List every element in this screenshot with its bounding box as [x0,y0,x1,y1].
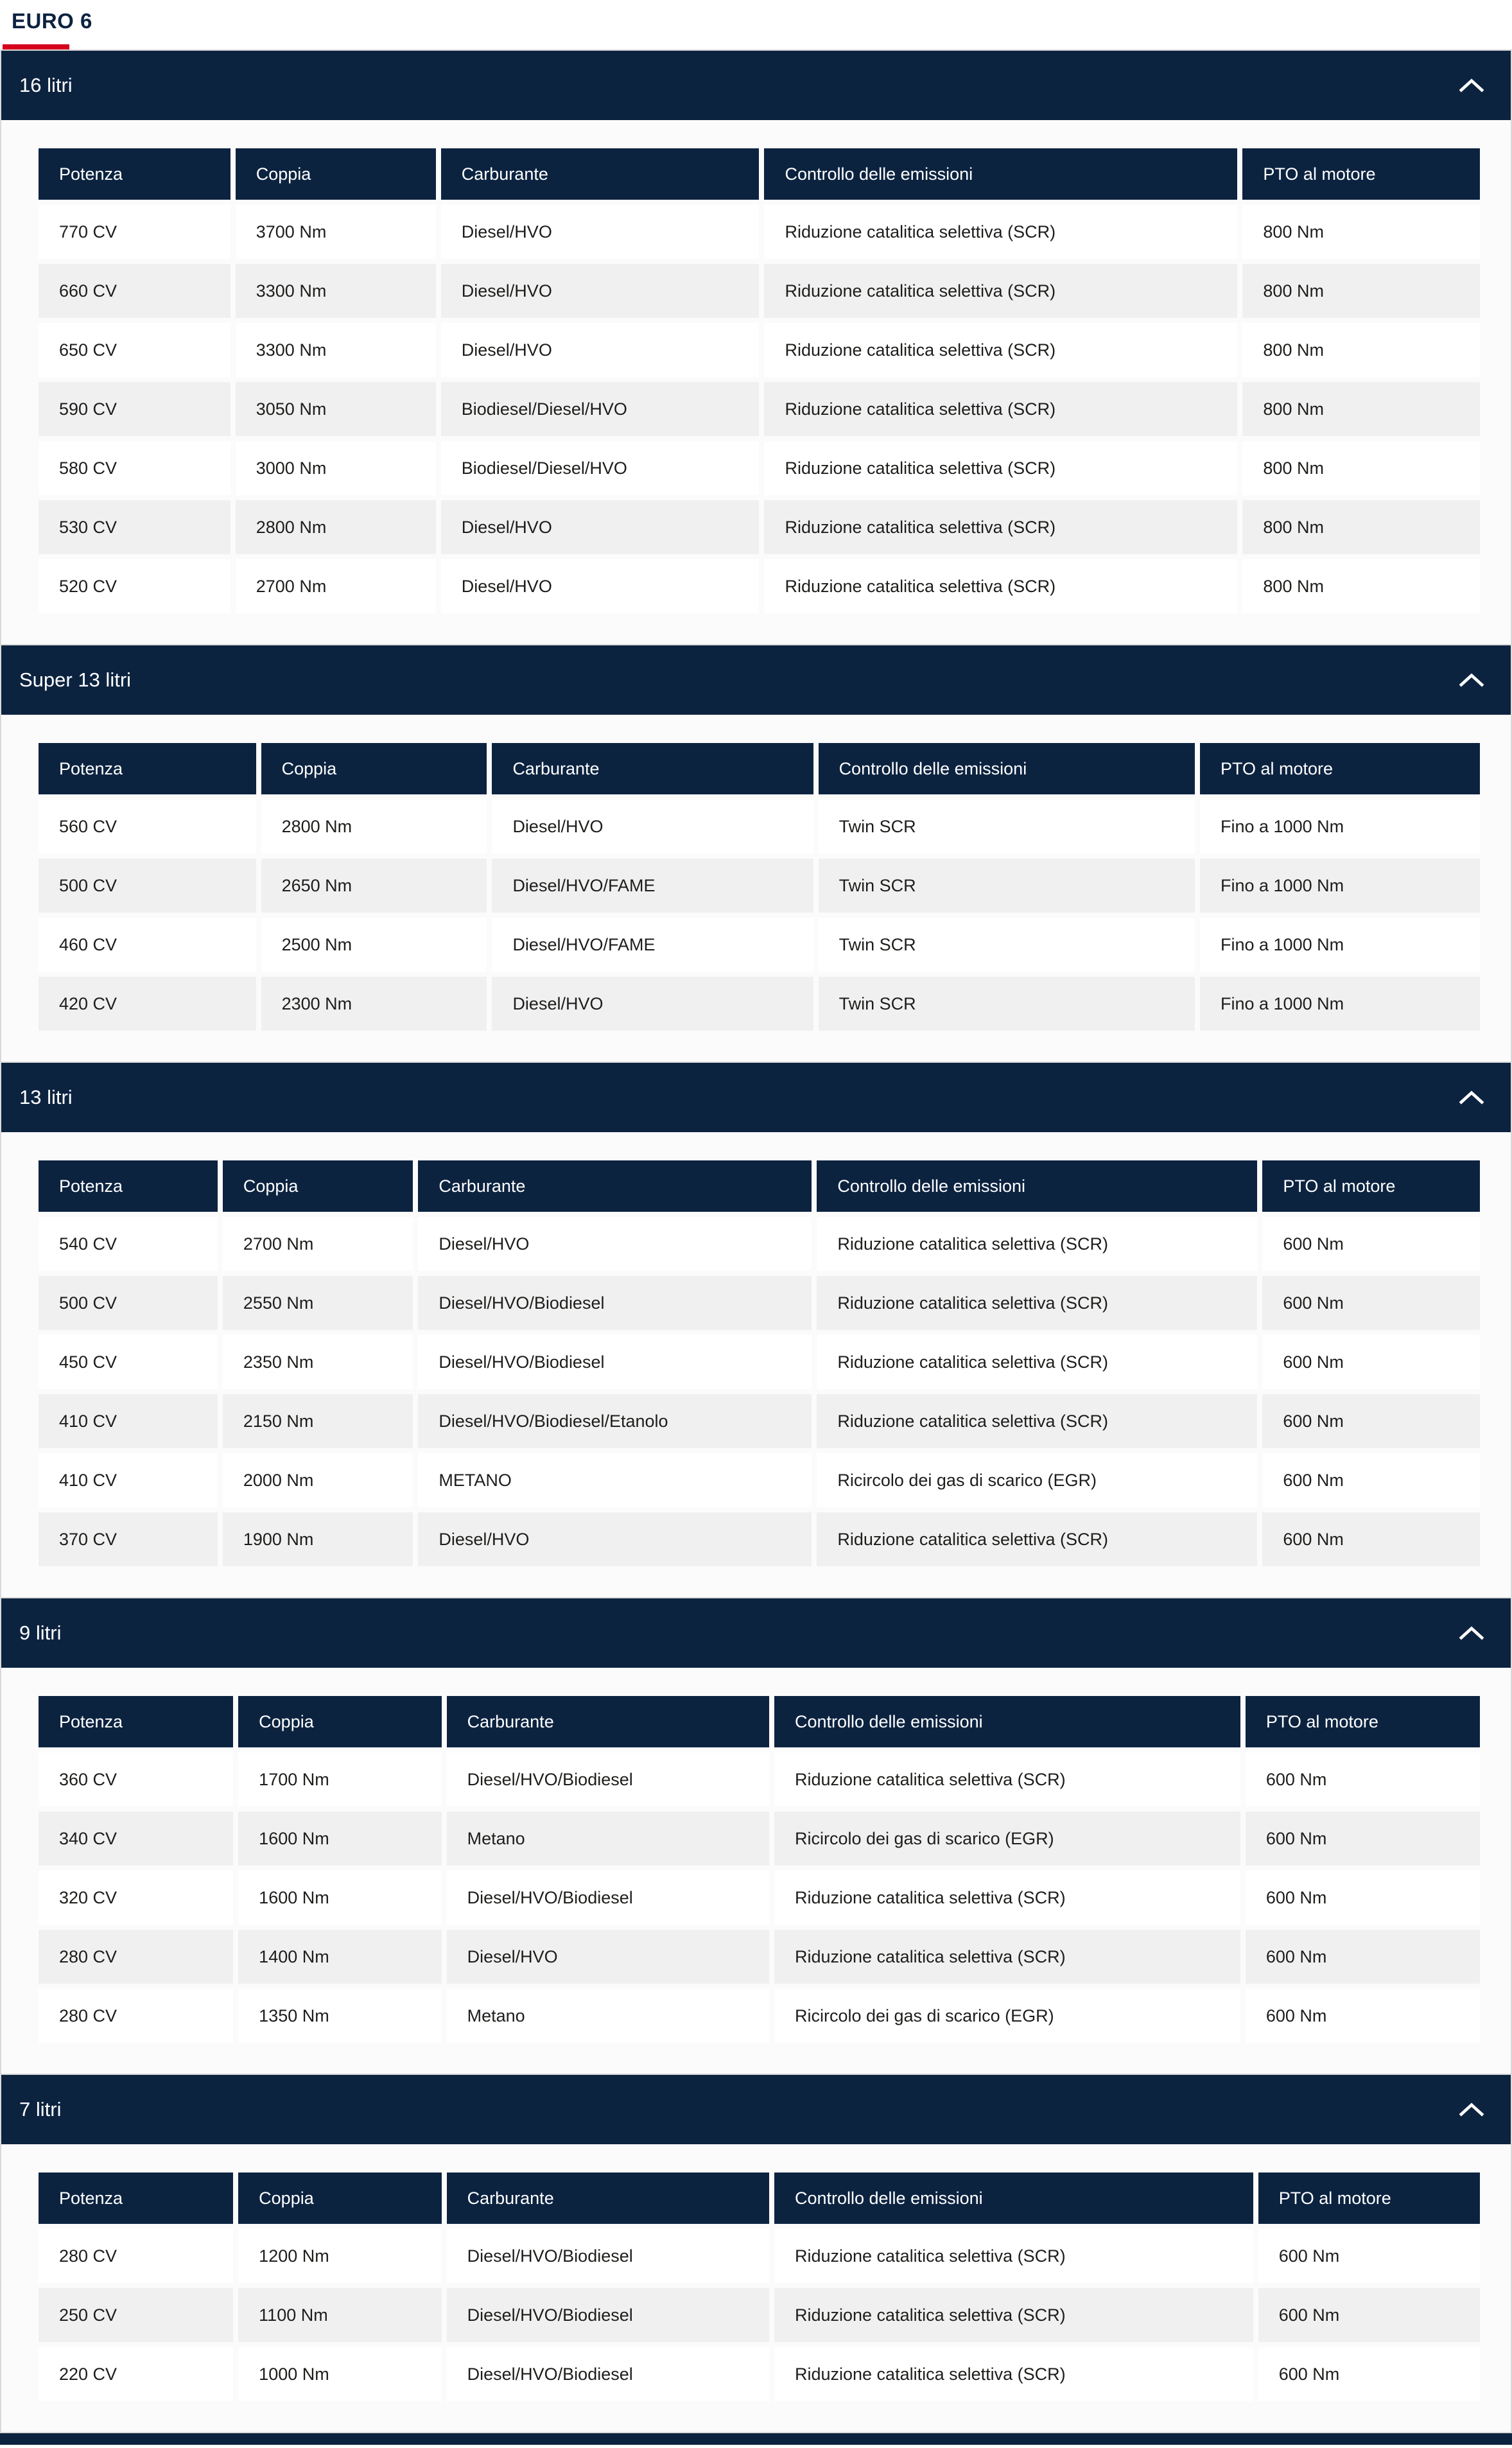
table-cell: 800 Nm [1242,441,1480,495]
table-cell: 460 CV [39,918,256,972]
table-cell: Diesel/HVO/Biodiesel [418,1335,812,1389]
table-cell: 2500 Nm [261,918,487,972]
section-header[interactable] [1,51,1511,120]
section-title: 9 litri [19,1622,62,1644]
section-content [1,1668,1511,2074]
table-cell: Riduzione catalitica selettiva (SCR) [774,2229,1253,2283]
column-header: Potenza [39,2173,233,2224]
table-cell: Riduzione catalitica selettiva (SCR) [817,1335,1257,1389]
table-cell: 450 CV [39,1335,218,1389]
table-cell: 600 Nm [1262,1335,1480,1389]
table-cell: 600 Nm [1246,1989,1480,2043]
section-header[interactable] [1,2075,1511,2144]
table-cell: Diesel/HVO [418,1512,812,1566]
chevron-up-icon[interactable] [1458,1090,1485,1105]
accordion [0,49,1512,2432]
table-cell: Riduzione catalitica selettiva (SCR) [774,1930,1240,1984]
table-cell: 600 Nm [1262,1453,1480,1507]
table-cell: 280 CV [39,2229,233,2283]
table-cell: 3000 Nm [236,441,436,495]
table-cell: Diesel/HVO [441,500,760,554]
chevron-up-icon[interactable] [1458,1626,1485,1641]
table-cell: 500 CV [39,1276,218,1330]
column-header: Carburante [447,1696,769,1747]
column-header: Coppia [261,743,487,794]
table-cell: 600 Nm [1246,1930,1480,1984]
chevron-up-icon[interactable] [1458,673,1485,688]
table-cell: Riduzione catalitica selettiva (SCR) [764,264,1237,318]
table-cell: 590 CV [39,382,230,436]
table-row [39,264,1480,318]
column-header: Controllo delle emissioni [819,743,1195,794]
table-cell: 420 CV [39,977,256,1031]
table-row [39,1394,1480,1448]
table-header-row [39,1696,1480,1747]
table-cell: Riduzione catalitica selettiva (SCR) [764,382,1237,436]
table-cell: 1350 Nm [238,1989,441,2043]
table-cell: 600 Nm [1262,1217,1480,1271]
column-header: Potenza [39,148,230,200]
table-cell: 3050 Nm [236,382,436,436]
table-cell: Twin SCR [819,800,1195,853]
table-cell: 520 CV [39,559,230,613]
spec-table [33,738,1485,1036]
table-cell: Diesel/HVO/Biodiesel [418,1276,812,1330]
table-cell: Diesel/HVO [492,977,813,1031]
table-cell: Riduzione catalitica selettiva (SCR) [817,1394,1257,1448]
table-cell: 600 Nm [1246,1812,1480,1866]
table-cell: Diesel/HVO [441,264,760,318]
section-title: 7 litri [19,2098,62,2120]
table-row [39,2229,1480,2283]
table-cell: 320 CV [39,1871,233,1925]
table-cell: 530 CV [39,500,230,554]
chevron-up-icon[interactable] [1458,78,1485,93]
table-cell: Diesel/HVO/Biodiesel [447,1753,769,1806]
column-header: PTO al motore [1242,148,1480,200]
table-header-row [39,148,1480,200]
table-row [39,2347,1480,2401]
table-cell: 3700 Nm [236,205,436,259]
table-cell: 360 CV [39,1753,233,1806]
table-row [39,1930,1480,1984]
table-row [39,1335,1480,1389]
section-title: Super 13 litri [19,669,132,691]
section-title: 16 litri [19,74,73,96]
table-cell: 500 CV [39,859,256,913]
table-cell: 600 Nm [1262,1394,1480,1448]
table-cell: 600 Nm [1258,2288,1480,2342]
table-row [39,1871,1480,1925]
table-cell: Diesel/HVO [418,1217,812,1271]
accordion-section [0,644,1512,1062]
table-cell: Fino a 1000 Nm [1200,977,1480,1031]
table-cell: Diesel/HVO [492,800,813,853]
table-header-row [39,1160,1480,1212]
table-cell: 800 Nm [1242,264,1480,318]
table-cell: Fino a 1000 Nm [1200,859,1480,913]
column-header: Controllo delle emissioni [774,2173,1253,2224]
table-cell: 800 Nm [1242,323,1480,377]
table-cell: 800 Nm [1242,500,1480,554]
table-cell: METANO [418,1453,812,1507]
spec-table [33,2167,1485,2406]
table-row [39,1453,1480,1507]
table-cell: 220 CV [39,2347,233,2401]
table-cell: Metano [447,1989,769,2043]
column-header: Coppia [238,2173,441,2224]
page-header [0,0,1512,49]
table-cell: 250 CV [39,2288,233,2342]
column-header: Potenza [39,743,256,794]
spec-table [33,143,1485,618]
table-cell: 650 CV [39,323,230,377]
table-cell: 1700 Nm [238,1753,441,1806]
table-row [39,205,1480,259]
column-header: Controllo delle emissioni [817,1160,1257,1212]
table-row [39,441,1480,495]
accordion-section [0,2074,1512,2432]
table-cell: Riduzione catalitica selettiva (SCR) [764,205,1237,259]
table-header-row [39,743,1480,794]
table-cell: 1000 Nm [238,2347,441,2401]
accordion-section [0,49,1512,644]
column-header: Carburante [447,2173,769,2224]
table-cell: Riduzione catalitica selettiva (SCR) [817,1512,1257,1566]
table-cell: Riduzione catalitica selettiva (SCR) [764,559,1237,613]
column-header: Controllo delle emissioni [764,148,1237,200]
table-cell: Twin SCR [819,918,1195,972]
table-cell: 410 CV [39,1394,218,1448]
spec-table [33,1155,1485,1571]
table-cell: Riduzione catalitica selettiva (SCR) [774,1753,1240,1806]
table-cell: Ricircolo dei gas di scarico (EGR) [774,1989,1240,2043]
table-cell: 3300 Nm [236,264,436,318]
accordion-section [0,1597,1512,2074]
section-content [1,2144,1511,2432]
table-cell: Riduzione catalitica selettiva (SCR) [817,1217,1257,1271]
table-cell: 2800 Nm [236,500,436,554]
table-cell: Fino a 1000 Nm [1200,918,1480,972]
next-section-header-partial[interactable] [0,2432,1512,2445]
column-header: Potenza [39,1696,233,1747]
table-cell: 2000 Nm [223,1453,413,1507]
table-cell: Diesel/HVO [441,205,760,259]
section-header[interactable] [1,1063,1511,1132]
table-cell: 2300 Nm [261,977,487,1031]
table-header-row [39,2173,1480,2224]
table-cell: 2350 Nm [223,1335,413,1389]
table-cell: Metano [447,1812,769,1866]
table-cell: 600 Nm [1246,1871,1480,1925]
column-header: Controllo delle emissioni [774,1696,1240,1747]
table-row [39,559,1480,613]
page-title: EURO 6 [12,9,92,33]
table-cell: Twin SCR [819,859,1195,913]
column-header: Coppia [236,148,436,200]
column-header: Carburante [441,148,760,200]
table-cell: 340 CV [39,1812,233,1866]
table-row [39,1753,1480,1806]
table-row [39,323,1480,377]
section-content [1,1132,1511,1597]
table-cell: Biodiesel/Diesel/HVO [441,382,760,436]
table-cell: 600 Nm [1258,2347,1480,2401]
table-cell: Riduzione catalitica selettiva (SCR) [774,2288,1253,2342]
table-cell: 2550 Nm [223,1276,413,1330]
table-cell: Twin SCR [819,977,1195,1031]
table-cell: Ricircolo dei gas di scarico (EGR) [774,1812,1240,1866]
column-header: PTO al motore [1258,2173,1480,2224]
table-row [39,500,1480,554]
table-cell: Riduzione catalitica selettiva (SCR) [764,500,1237,554]
table-cell: Diesel/HVO [441,559,760,613]
table-cell: 410 CV [39,1453,218,1507]
column-header: Coppia [238,1696,441,1747]
section-content [1,120,1511,644]
table-cell: 1200 Nm [238,2229,441,2283]
table-cell: 280 CV [39,1930,233,1984]
table-row [39,859,1480,913]
table-cell: 660 CV [39,264,230,318]
table-row [39,382,1480,436]
table-cell: 540 CV [39,1217,218,1271]
table-cell: 2800 Nm [261,800,487,853]
table-cell: 3300 Nm [236,323,436,377]
table-cell: Diesel/HVO [447,1930,769,1984]
table-cell: 2150 Nm [223,1394,413,1448]
table-cell: Diesel/HVO/FAME [492,918,813,972]
section-title: 13 litri [19,1086,73,1108]
table-cell: 280 CV [39,1989,233,2043]
table-cell: Ricircolo dei gas di scarico (EGR) [817,1453,1257,1507]
table-cell: Diesel/HVO/Biodiesel [447,2288,769,2342]
red-underline-bar [3,44,69,49]
column-header: PTO al motore [1200,743,1480,794]
table-cell: Diesel/HVO/Biodiesel [447,1871,769,1925]
section-content [1,715,1511,1062]
table-cell: 600 Nm [1262,1276,1480,1330]
table-cell: 1900 Nm [223,1512,413,1566]
column-header: Potenza [39,1160,218,1212]
table-cell: Riduzione catalitica selettiva (SCR) [764,323,1237,377]
column-header: Carburante [492,743,813,794]
table-cell: 1600 Nm [238,1812,441,1866]
section-header[interactable] [1,645,1511,715]
table-cell: Diesel/HVO/Biodiesel/Etanolo [418,1394,812,1448]
table-row [39,1217,1480,1271]
table-cell: Fino a 1000 Nm [1200,800,1480,853]
column-header: PTO al motore [1262,1160,1480,1212]
table-cell: 800 Nm [1242,559,1480,613]
table-cell: Diesel/HVO/FAME [492,859,813,913]
table-cell: Riduzione catalitica selettiva (SCR) [774,2347,1253,2401]
table-cell: 600 Nm [1246,1753,1480,1806]
table-cell: 800 Nm [1242,382,1480,436]
accordion-section [0,1062,1512,1597]
spec-table [33,1691,1485,2048]
table-cell: 600 Nm [1258,2229,1480,2283]
table-cell: Biodiesel/Diesel/HVO [441,441,760,495]
column-header: Coppia [223,1160,413,1212]
table-row [39,977,1480,1031]
table-row [39,800,1480,853]
table-cell: 1600 Nm [238,1871,441,1925]
table-cell: Diesel/HVO/Biodiesel [447,2347,769,2401]
table-cell: 560 CV [39,800,256,853]
table-row [39,1989,1480,2043]
table-cell: 1400 Nm [238,1930,441,1984]
table-cell: 1100 Nm [238,2288,441,2342]
column-header: PTO al motore [1246,1696,1480,1747]
table-cell: 800 Nm [1242,205,1480,259]
table-cell: 600 Nm [1262,1512,1480,1566]
table-cell: Riduzione catalitica selettiva (SCR) [774,1871,1240,1925]
table-cell: Diesel/HVO [441,323,760,377]
section-header[interactable] [1,1598,1511,1668]
table-cell: Diesel/HVO/Biodiesel [447,2229,769,2283]
table-row [39,918,1480,972]
column-header: Carburante [418,1160,812,1212]
table-cell: 2700 Nm [236,559,436,613]
table-row [39,1812,1480,1866]
table-row [39,1276,1480,1330]
table-cell: 2650 Nm [261,859,487,913]
table-cell: Riduzione catalitica selettiva (SCR) [817,1276,1257,1330]
table-row [39,1512,1480,1566]
chevron-up-icon[interactable] [1458,2103,1485,2117]
table-row [39,2288,1480,2342]
table-cell: 370 CV [39,1512,218,1566]
table-cell: 2700 Nm [223,1217,413,1271]
table-cell: Riduzione catalitica selettiva (SCR) [764,441,1237,495]
table-cell: 580 CV [39,441,230,495]
table-cell: 770 CV [39,205,230,259]
